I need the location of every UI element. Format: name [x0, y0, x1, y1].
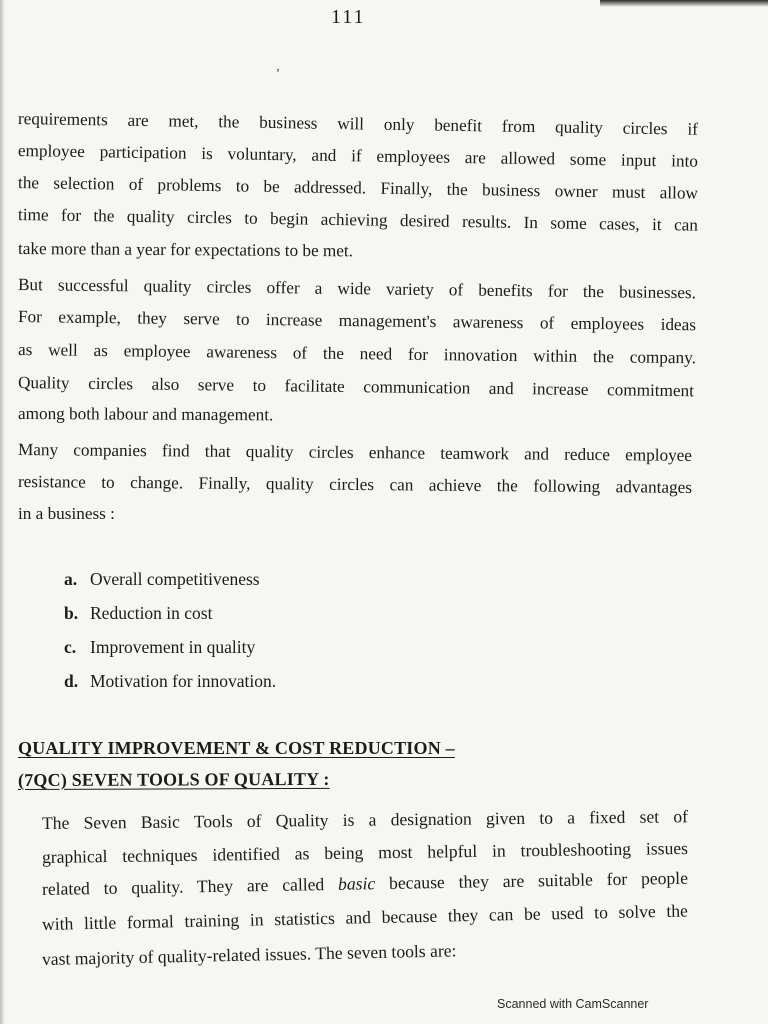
paragraph-1-line: the selection of problems to be addressed. Finally, the business owner must allow: [17, 173, 699, 203]
paragraph-3-line: Many companies find that quality circles enhance teamwork and reduce employee: [17, 440, 693, 465]
paragraph-3-line: resistance to change. Finally, quality circles can achieve the following advantages: [17, 472, 693, 497]
paragraph-1-line: take more than a year for expectations to be met.: [17, 239, 354, 261]
emphasis-basic: basic: [337, 873, 376, 894]
paragraph-2-line: For example, they serve to increase management's awareness of employees ideas: [17, 307, 697, 335]
paragraph-1-line: employee participation is voluntary, and if employees are allowed some input into: [17, 141, 699, 171]
list-marker: d.: [64, 671, 79, 691]
page-number: 111: [331, 6, 366, 28]
paragraph-4-text: related to quality. They are called: [41, 873, 339, 899]
advantages-list: [64, 568, 276, 704]
list-item: [64, 670, 276, 704]
paragraph-4-line: The Seven Basic Tools of Quality is a designation given to a fixed set of: [41, 806, 689, 833]
list-item-text: Improvement in quality: [90, 637, 256, 657]
list-item: [64, 568, 276, 602]
list-item-text: Motivation for innovation.: [90, 671, 277, 691]
paragraph-1-line: requirements are met, the business will only benefit from quality circles if: [17, 109, 699, 139]
paragraph-2-line: Quality circles also serve to facilitate communication and increase commitment: [17, 373, 695, 401]
list-item-text: Overall competitiveness: [90, 569, 260, 589]
list-marker: b.: [64, 603, 79, 623]
scanner-watermark: Scanned with CamScanner: [497, 997, 649, 1011]
scan-edge-shadow: [600, 0, 768, 7]
section-heading-line-1: QUALITY IMPROVEMENT & COST REDUCTION –: [18, 738, 455, 758]
list-item: [64, 636, 276, 670]
paragraph-1-line: time for the quality circles to begin achieving desired results. In some cases, it can: [17, 205, 699, 235]
section-heading-line-2: (7QC) SEVEN TOOLS OF QUALITY :: [17, 768, 330, 790]
paragraph-2-line: among both labour and management.: [17, 404, 274, 425]
list-item: [64, 602, 276, 636]
paragraph-2-line: as well as employee awareness of the need for innovation within the company.: [17, 340, 697, 368]
paragraph-4-line: [42, 867, 688, 900]
paragraph-4-line: with little formal training in statistics and because they can be used to solve the: [41, 900, 689, 934]
paragraph-3-line: in a business :: [18, 504, 115, 523]
list-marker: c.: [64, 637, 77, 657]
paragraph-2-line: But successful quality circles offer a wide variety of benefits for the businesses.: [17, 275, 697, 303]
list-item-text: Reduction in cost: [90, 603, 213, 623]
scan-left-shadow: [0, 0, 5, 1024]
paragraph-4-text: because they are suitable for people: [375, 867, 689, 894]
stray-pen-mark: ʼ: [276, 66, 280, 80]
paragraph-4-line: graphical techniques identified as being most helpful in troubleshooting issues: [41, 837, 689, 867]
paragraph-4-line: vast majority of quality-related issues. The seven tools are:: [41, 940, 457, 969]
list-marker: a.: [64, 569, 78, 589]
